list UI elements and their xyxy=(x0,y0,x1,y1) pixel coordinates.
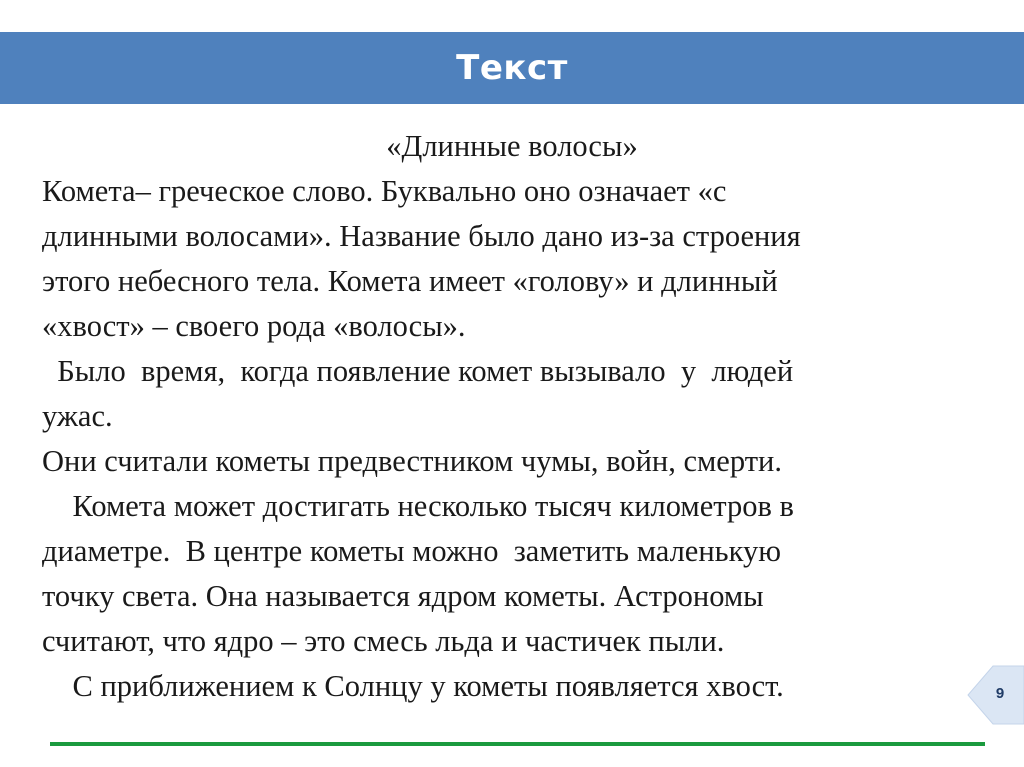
text-line: ужас. xyxy=(42,399,113,433)
text-line: точку света. Она называется ядром кометы. Астрономы xyxy=(42,579,764,613)
text-heading: «Длинные волосы» xyxy=(386,129,638,163)
text-line: Было время, когда появление комет вызывало у людей xyxy=(42,354,794,388)
text-line: Они считали кометы предвестником чумы, войн, смерти. xyxy=(42,444,782,478)
text-line: считают, что ядро – это смесь льда и частичек пыли. xyxy=(42,624,725,658)
body-text xyxy=(42,124,982,709)
bottom-divider xyxy=(50,742,985,746)
text-line: диаметре. В центре кометы можно заметить маленькую xyxy=(42,534,781,568)
page-number: 9 xyxy=(995,685,1005,702)
text-line: этого небесного тела. Комета имеет «голову» и длинный xyxy=(42,264,778,298)
slide-title: Текст xyxy=(456,48,568,88)
page-number-badge xyxy=(962,664,1024,726)
text-line: длинными волосами». Название было дано из-за строения xyxy=(42,219,801,253)
title-bar xyxy=(0,32,1024,104)
text-line: С приближением к Солнцу у кометы появляется хвост. xyxy=(42,669,784,703)
text-line: «хвост» – своего рода «волосы». xyxy=(42,309,466,343)
text-line: Комета– греческое слово. Буквально оно означает «с xyxy=(42,174,727,208)
text-line: Комета может достигать несколько тысяч километров в xyxy=(42,489,794,523)
